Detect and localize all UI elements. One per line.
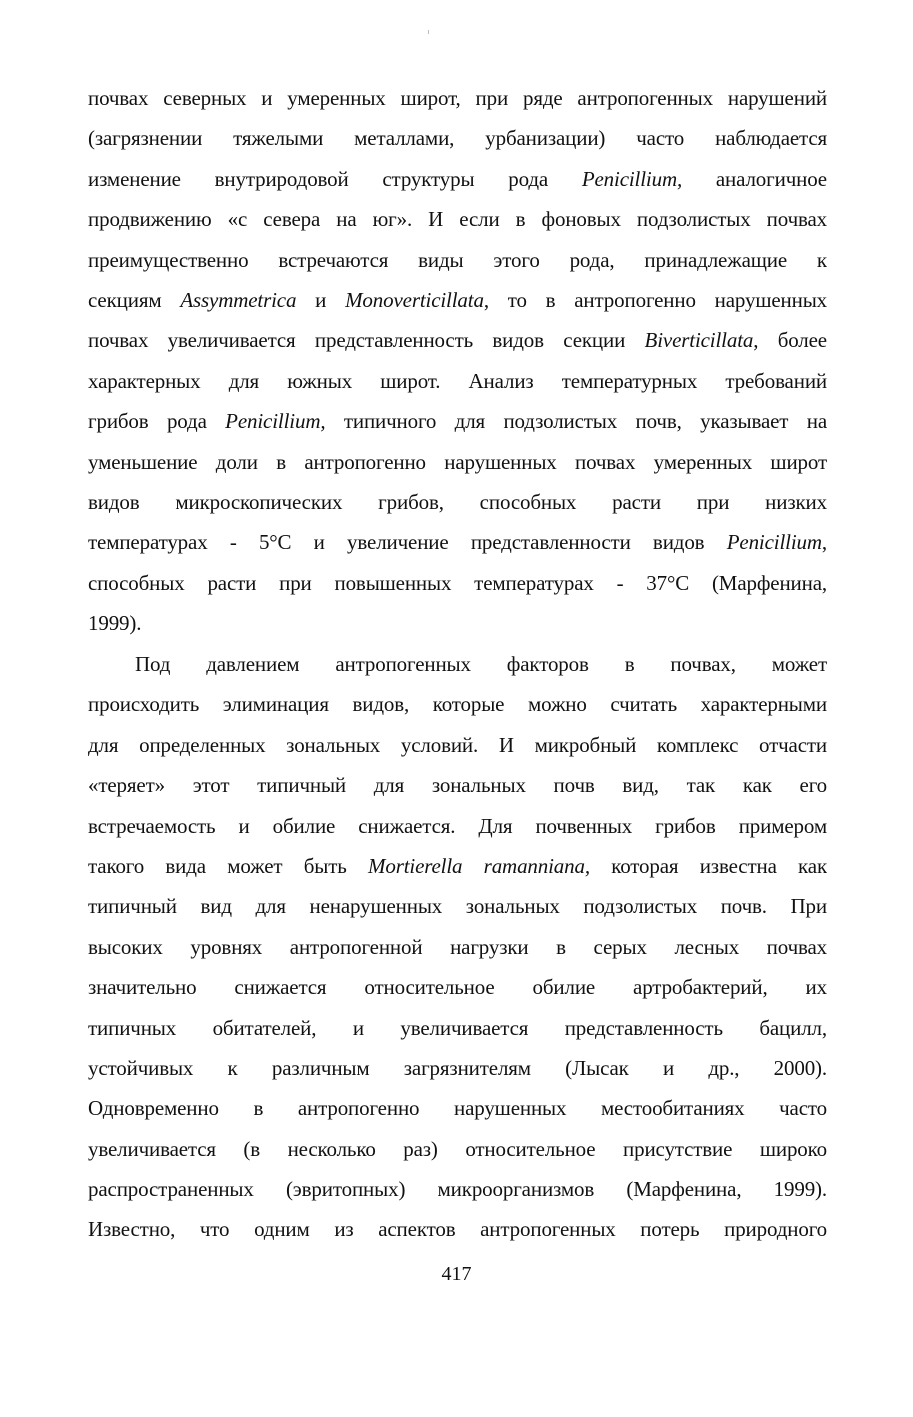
italic-term: Penicillium: [726, 530, 822, 555]
text-line: «теряет» этот типичный для зональных почв вид, так как его: [88, 773, 827, 798]
text-line: такого вида может быть Mortierella ramanniana, которая известна как: [88, 853, 827, 878]
text-line: высоких уровнях антропогенной нагрузки в серых лесных почвах: [88, 934, 827, 959]
page-number: 417: [441, 1263, 472, 1285]
text-line: уменьшение доли в антропогенно нарушенных почвах умеренных широт: [88, 449, 827, 474]
text-line: происходить элиминация видов, которые можно считать характерными: [88, 692, 827, 717]
italic-term: Assymmetrica: [180, 287, 297, 312]
paragraph-1: [88, 78, 827, 643]
text-line: Под давлением антропогенных факторов в почвах, может: [135, 652, 827, 676]
text-line: изменение внутриродовой структуры рода Penicillium, аналогичное: [88, 166, 827, 191]
text-line: типичных обитателей, и увеличивается представленность бацилл,: [88, 1015, 827, 1040]
text-line: устойчивых к различным загрязнителям (Лысак и др., 2000).: [88, 1055, 827, 1080]
text-line: способных расти при повышенных температурах - 37°С (Марфенина,: [88, 570, 827, 595]
text-line: (загрязнении тяжелыми металлами, урбанизации) часто наблюдается: [88, 126, 827, 151]
text-line: Известно, что одним из аспектов антропогенных потерь природного: [88, 1217, 827, 1242]
text-line: характерных для южных широт. Анализ температурных требований: [88, 368, 827, 393]
italic-term: Penicillium,: [581, 166, 683, 191]
text-line: 1999).: [88, 611, 142, 636]
italic-term: Biverticillata: [644, 328, 754, 353]
italic-term: Monoverticillata: [345, 287, 484, 312]
text-line: температурах - 5°С и увеличение представленности видов Penicillium,: [88, 530, 827, 555]
text-line: видов микроскопических грибов, способных расти при низких: [88, 489, 827, 514]
text-line: грибов рода Penicillium, типичного для подзолистых почв, указывает на: [88, 409, 827, 434]
paragraph-2: [88, 644, 827, 1250]
text-line: встречаемость и обилие снижается. Для почвенных грибов примером: [88, 813, 827, 838]
text-line: распространенных (эвритопных) микроорганизмов (Марфенина, 1999).: [88, 1177, 827, 1202]
text-line: почвах северных и умеренных широт, при ряде антропогенных нарушений: [88, 86, 827, 110]
text-line: секциям Assymmetrica и Monoverticillata, то в антропогенно нарушенных: [88, 287, 827, 312]
text-line: продвижению «с севера на юг». И если в фоновых подзолистых почвах: [88, 207, 827, 232]
text-line: значительно снижается относительное обилие артробактерий, их: [88, 975, 827, 1000]
italic-term: Mortierella ramanniana,: [368, 853, 590, 878]
text-line: почвах увеличивается представленность видов секции Biverticillata, более: [88, 328, 827, 353]
italic-term: Penicillium,: [225, 409, 326, 434]
text-line: для определенных зональных условий. И микробный комплекс отчасти: [88, 732, 827, 757]
text-line: Одновременно в антропогенно нарушенных местообитаниях часто: [88, 1096, 827, 1121]
scan-artifact: [428, 30, 429, 34]
text-line: преимущественно встречаются виды этого рода, принадлежащие к: [88, 247, 827, 272]
text-line: увеличивается (в несколько раз) относительное присутствие широко: [88, 1136, 827, 1161]
text-line: типичный вид для ненарушенных зональных подзолистых почв. При: [88, 894, 827, 919]
